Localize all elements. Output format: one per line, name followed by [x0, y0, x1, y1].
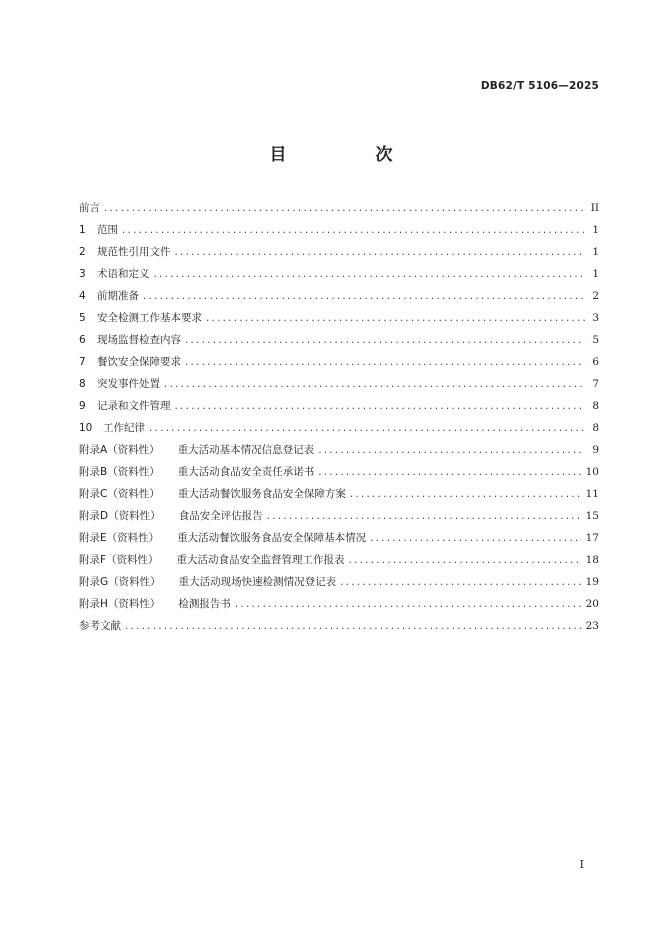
table-of-contents — [79, 200, 599, 640]
toc-leader-dots — [149, 422, 585, 434]
toc-entry-page: II — [590, 202, 599, 214]
toc-entry-text: 重大活动食品安全责任承诺书 — [177, 466, 315, 478]
toc-entry-page: 2 — [592, 290, 599, 302]
toc-entry[interactable] — [79, 552, 599, 574]
toc-entry-annex: 附录C（资料性） — [79, 488, 160, 500]
toc-leader-dots — [318, 444, 585, 456]
toc-entry-label — [79, 222, 118, 237]
toc-entry-page: 19 — [585, 576, 599, 588]
toc-entry-text: 记录和文件管理 — [97, 400, 171, 412]
toc-entry-text: 重大活动基本情况信息登记表 — [177, 444, 315, 456]
toc-leader-dots — [349, 554, 582, 566]
toc-entry-text: 前期准备 — [97, 290, 139, 302]
toc-entry-annex: 附录H（资料性） — [79, 598, 161, 610]
toc-entry-label — [79, 332, 181, 347]
toc-entry-page: 7 — [592, 378, 599, 390]
toc-entry-page: 23 — [585, 620, 599, 632]
toc-entry-page: 8 — [592, 400, 599, 412]
toc-entry-number: 2 — [79, 246, 86, 258]
toc-entry-label — [79, 354, 181, 369]
toc-entry-text: 现场监督检查内容 — [97, 334, 181, 346]
toc-entry-label — [79, 376, 160, 391]
toc-entry[interactable] — [79, 266, 599, 288]
toc-entry-text: 前言 — [79, 202, 100, 214]
toc-entry[interactable] — [79, 354, 599, 376]
toc-entry-label — [79, 574, 336, 589]
toc-entry-label — [79, 310, 202, 325]
toc-entry[interactable] — [79, 442, 599, 464]
toc-entry-label — [79, 552, 345, 567]
toc-entry[interactable] — [79, 244, 599, 266]
toc-entry[interactable] — [79, 200, 599, 222]
toc-entry-page: 5 — [592, 334, 599, 346]
toc-leader-dots — [267, 510, 582, 522]
page-title: 目 次 — [269, 145, 429, 165]
toc-entry-number: 6 — [79, 334, 86, 346]
toc-entry-label — [79, 420, 145, 435]
toc-entry-text: 餐饮安全保障要求 — [97, 356, 181, 368]
toc-entry-text: 参考文献 — [79, 620, 121, 632]
toc-entry-text: 重大活动食品安全监督管理工作报表 — [176, 554, 345, 566]
toc-entry-page: 8 — [592, 422, 599, 434]
toc-entry-label — [79, 266, 150, 281]
toc-entry-number: 1 — [79, 224, 86, 236]
toc-leader-dots — [206, 312, 585, 324]
toc-entry-annex: 附录B（资料性） — [79, 466, 160, 478]
toc-entry-text: 重大活动餐饮服务食品安全保障基本情况 — [177, 532, 367, 544]
toc-entry-page: 3 — [592, 312, 599, 324]
toc-entry-text: 安全检测工作基本要求 — [97, 312, 202, 324]
toc-entry-number: 4 — [79, 290, 86, 302]
toc-leader-dots — [122, 224, 585, 236]
toc-entry[interactable] — [79, 420, 599, 442]
toc-entry-label — [79, 200, 100, 215]
toc-leader-dots — [185, 334, 585, 346]
toc-leader-dots — [318, 466, 581, 478]
toc-entry-text: 食品安全评估报告 — [178, 510, 263, 522]
standard-code: DB62/T 5106—2025 — [480, 80, 599, 92]
toc-leader-dots — [175, 400, 586, 412]
toc-entry-annex: 附录F（资料性） — [79, 554, 159, 566]
toc-entry-text: 重大活动餐饮服务食品安全保障方案 — [177, 488, 346, 500]
toc-entry-page: 18 — [585, 554, 599, 566]
toc-entry-page: 20 — [585, 598, 599, 610]
toc-entry-number: 9 — [79, 400, 86, 412]
toc-leader-dots — [104, 202, 585, 214]
toc-leader-dots — [175, 246, 586, 258]
toc-entry-label — [79, 464, 314, 479]
toc-entry[interactable] — [79, 332, 599, 354]
toc-entry-number: 8 — [79, 378, 86, 390]
toc-entry-label — [79, 508, 263, 523]
toc-entry-page: 1 — [592, 268, 599, 280]
toc-entry-page: 1 — [592, 246, 599, 258]
toc-entry-annex: 附录E（资料性） — [79, 532, 160, 544]
toc-entry-label — [79, 596, 231, 611]
toc-entry[interactable] — [79, 618, 599, 640]
toc-entry-label — [79, 486, 346, 501]
toc-leader-dots — [185, 356, 585, 368]
toc-entry-label — [79, 530, 366, 545]
toc-leader-dots — [143, 290, 585, 302]
toc-leader-dots — [350, 488, 582, 500]
page-number: I — [579, 858, 584, 871]
toc-entry-annex: 附录D（资料性） — [79, 510, 161, 522]
toc-entry-page: 15 — [585, 510, 599, 522]
toc-entry[interactable] — [79, 310, 599, 332]
toc-entry[interactable] — [79, 464, 599, 486]
toc-entry-text: 范围 — [97, 224, 118, 236]
toc-entry-text: 术语和定义 — [97, 268, 150, 280]
toc-entry-text: 检测报告书 — [178, 598, 231, 610]
toc-entry-text: 重大活动现场快速检测情况登记表 — [178, 576, 337, 588]
toc-entry[interactable] — [79, 486, 599, 508]
toc-entry-annex: 附录G（资料性） — [79, 576, 161, 588]
toc-entry-text: 突发事件处置 — [97, 378, 160, 390]
toc-leader-dots — [340, 576, 581, 588]
toc-entry[interactable] — [79, 376, 599, 398]
toc-leader-dots — [154, 268, 586, 280]
toc-entry-number: 5 — [79, 312, 86, 324]
toc-entry-number: 3 — [79, 268, 86, 280]
toc-entry[interactable] — [79, 530, 599, 552]
toc-entry[interactable] — [79, 222, 599, 244]
toc-leader-dots — [235, 598, 582, 610]
toc-entry-text: 规范性引用文件 — [97, 246, 171, 258]
toc-entry[interactable] — [79, 288, 599, 310]
toc-entry-label — [79, 288, 139, 303]
toc-entry[interactable] — [79, 398, 599, 420]
toc-entry-number: 7 — [79, 356, 86, 368]
toc-entry[interactable] — [79, 596, 599, 618]
toc-entry-label — [79, 398, 171, 413]
toc-entry-page: 10 — [585, 466, 599, 478]
toc-entry[interactable] — [79, 574, 599, 596]
toc-entry-label — [79, 244, 171, 259]
toc-entry-label — [79, 442, 314, 457]
toc-entry-annex: 附录A（资料性） — [79, 444, 160, 456]
toc-entry-page: 9 — [592, 444, 599, 456]
toc-entry-page: 11 — [585, 488, 599, 500]
toc-entry[interactable] — [79, 508, 599, 530]
toc-entry-page: 17 — [585, 532, 599, 544]
toc-entry-number: 10 — [79, 422, 93, 434]
toc-entry-page: 6 — [592, 356, 599, 368]
toc-leader-dots — [125, 620, 582, 632]
toc-entry-label — [79, 618, 121, 633]
toc-leader-dots — [164, 378, 585, 390]
toc-entry-page: 1 — [592, 224, 599, 236]
toc-leader-dots — [370, 532, 581, 544]
toc-entry-text: 工作纪律 — [103, 422, 145, 434]
